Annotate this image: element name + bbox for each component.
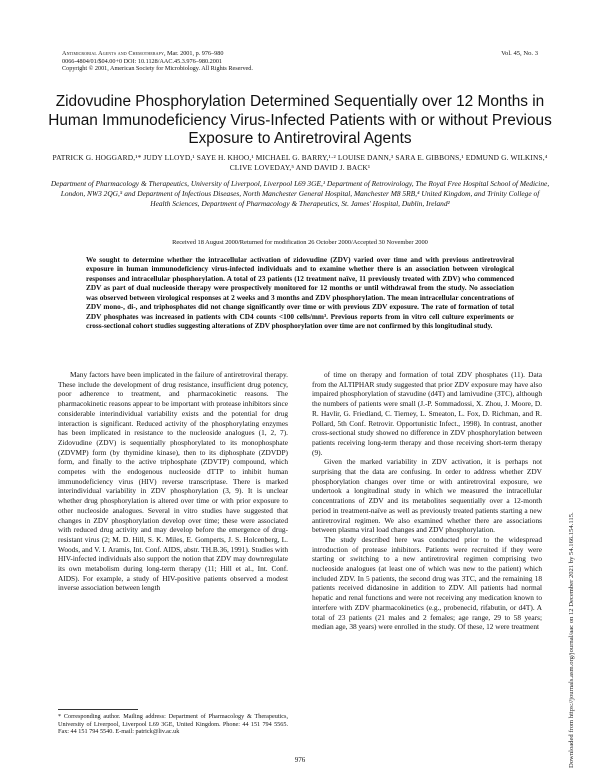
corresponding-author-footnote: * Corresponding author. Mailing address: Department of Pharmacology & Therapeutics, University of Liverpool, Liverpool L69 3GE, United Kingdom. Phone: 44 151 794 5565. Fax: 44 151 794 5540. E-mail: patrick@liv.ac.uk — [58, 713, 288, 736]
copyright-line: Copyright © 2001, American Society for Microbiology. All Rights Reserved. — [62, 65, 253, 73]
doi-line: 0066-4804/01/$04.00+0 DOI: 10.1128/AAC.45.3.976–980.2001 — [62, 57, 223, 65]
body-paragraph: Given the marked variability in ZDV activation, it is perhaps not surprising that the data are confusing. In order to address whether ZDV phosphorylation changes over time or with antiretroviral exposure, we undertook a longitudinal study in which we measured the intracellular concentrations of ZDV and its metabolites sequentially over a 12-month period in treatment-naïve as well as previously treated patients starting a new antiretroviral regimen. We also examined whether there are associations between plasma viral load changes and ZDV phosphorylation. — [312, 457, 542, 535]
running-header — [62, 50, 253, 73]
issue-info: , Mar. 2001, p. 976–980 — [163, 50, 224, 57]
author-list: PATRICK G. HOGGARD,¹* JUDY LLOYD,¹ SAYE H. KHOO,¹ MICHAEL G. BARRY,¹·² LOUISE DANN,³ SARA E. GIBBONS,¹ EDMUND G. WILKINS,⁴ CLIVE LOVEDAY,⁵ AND DAVID J. BACK¹ — [52, 153, 548, 173]
download-watermark-text: Downloaded from https://journals.asm.org/journal/aac on 12 December 2021 by 54.166.154.115. — [568, 512, 575, 768]
download-watermark — [556, 388, 575, 768]
body-paragraph: Many factors have been implicated in the failure of antiretroviral therapy. These include the development of drug resistance, insufficient drug potency, poor adherence to treatment, and pharmacokinetic reasons. The pharmacokinetic reasons appear to be important with protease inhibitors since considerable interindividual variability exists and the potential for drug interaction is significant. Reduced activity of the phosphorylating enzymes has been implicated in resistance to the nucleoside analogues (1, 2, 7). Zidovudine (ZDV) is sequentially phosphorylated to its monophosphate (ZDVMP) form (by thymidine kinase), then to its diphosphate (ZDVDP) form, and finally to the active triphosphate (ZDVTP) compound, which competes with the endogenous nucleoside dTTP to inhibit human immunodeficiency virus (HIV) reverse transcriptase. There is marked interindividual variability in ZDV phosphorylation (3, 9). It is unclear whether drug phosphorylation is altered over time or with prior exposure to other nucleoside analogues. Several in vitro studies have suggested that changes in ZDV phosphorylation develop over time; these were associated with reduced drug activity and may develop before the emergence of drug-resistant virus (2; M. D. Hill, S. K. Miles, E. Gomperts, J. S. Holcenberg, L. Woods, and V. I. Aramis, Int. Conf. AIDS, abstr. TH.B.36, 1991). Studies with HIV-infected individuals also support the notion that ZDV may downregulate its own metabolism during long-term therapy (11; Hill et al., Int. Conf. AIDS). For example, a study of HIV-positive patients observed a modest inverse association between length — [58, 370, 288, 593]
footnote-divider — [58, 709, 138, 710]
affiliations: Department of Pharmacology & Therapeutics, University of Liverpool, Liverpool L69 3GE,¹ Department of Retrovirology, The Royal Free Hospital School of Medicine, London, NW3 2QG,⁵ and Department of Infectious Diseases, North Manchester General Hospital, Manchester M8 5RB,⁴ United Kingdom, and Trinity College of Health Sciences, Department of Pharmacology & Therapeutics, St. James' Hospital, Dublin, Ireland² — [50, 179, 550, 209]
body-paragraph: of time on therapy and formation of total ZDV phosphates (11). Data from the ALTIPHAR study suggested that prior ZDV exposure may have also impaired phosphorylation of stavudine (d4T) and lamivudine (3TC), although the numbers of patients were small (J.-P. Sommadossi, X. Zhou, J. Moore, D. R. Havlir, G. Friedland, C. Tierney, L. Smeaton, L. Fox, D. Richman, and R. Pollard, 5th Conf. Retrovir. Opportunistic Infect., 1998). In contrast, another cross-sectional study showed no difference in ZDV phosphorylation between patients receiving long-term therapy and those receiving short-term therapy (9). — [312, 370, 542, 457]
abstract: We sought to determine whether the intracellular activation of zidovudine (ZDV) varied over time and with previous antiretroviral exposure in human immunodeficiency virus-infected individuals and to examine whether there is an association between virological responses and intracellular phosphorylation. A total of 23 patients (12 treatment naïve, 11 previously treated with ZDV) who commenced ZDV as part of dual nucleoside therapy were prospectively monitored for 12 months or until withdrawal from the study. No association was observed between virological responses at 2 weeks and 3 months and ZDV phosphorylation. The mean intracellular concentrations of ZDV mono-, di-, and triphosphates did not change significantly over time or with previous ZDV exposure. The rate of formation of total ZDV phosphates was increased in patients with CD4 counts <100 cells/mm³. Previous reports from in vitro cell culture experiments or cross-sectional cohort studies suggesting alterations of ZDV phosphorylation over time are not confirmed by this longitudinal study. — [86, 256, 514, 331]
body-paragraph: The study described here was conducted prior to the widespread introduction of protease inhibitors. Patients were recruited if they were starting or switching to a new antiretroviral regimen comprising two nucleoside analogues (at least one of which was new to the patient) which included ZDV. In 5 patients, the second drug was 3TC, and the remaining 18 patients received didanosine in addition to ZDV. All patients had normal hepatic and renal functions and were not receiving any medication known to interfere with ZDV pharmacokinetics (e.g., probenecid, rifabutin, or d4T). A total of 23 patients (21 males and 2 females; age range, 29 to 58 years; median age, 38 years) were enrolled in the study. Of these, 12 were treatment — [312, 534, 542, 632]
journal-line — [62, 50, 253, 58]
page-number: 976 — [294, 756, 306, 764]
body-column-left — [58, 370, 288, 593]
article-title: Zidovudine Phosphorylation Determined Sequentially over 12 Months in Human Immunodeficiency Virus-Infected Patients with or without Previous Exposure to Antiretroviral Agents — [48, 93, 552, 147]
received-dates: Received 18 August 2000/Returned for modification 26 October 2000/Accepted 30 November 2000 — [172, 239, 428, 246]
volume-info: Vol. 45, No. 3 — [501, 50, 538, 57]
journal-name: Antimicrobial Agents and Chemotherapy — [62, 50, 164, 57]
body-column-right — [312, 370, 542, 632]
